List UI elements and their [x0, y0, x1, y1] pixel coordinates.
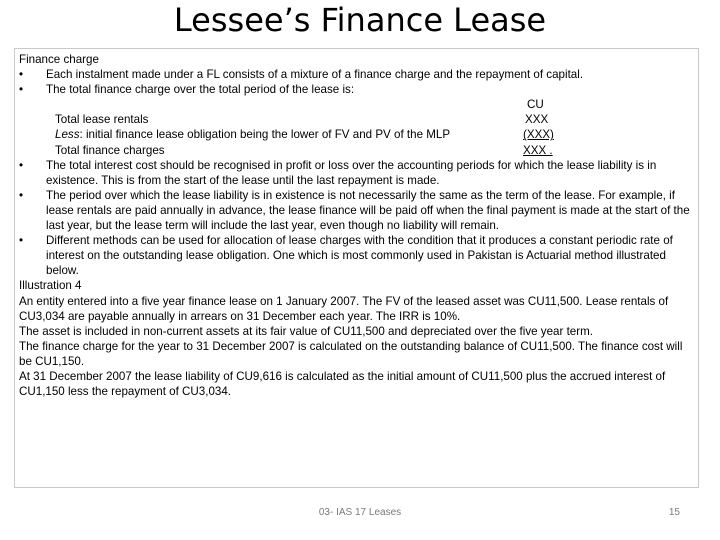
calc-row-label — [55, 127, 450, 142]
calc-row — [19, 143, 695, 158]
page-number: 15 — [668, 507, 680, 518]
footer-text: 03- IAS 17 Leases — [318, 507, 402, 518]
bullet-text: Different methods can be used for allocation of lease charges with the condition that it produces a constant periodic rate of interest on the outstanding lease obligation. One which is most commonly used in Pakistan is Actuarial method illustrated below. — [46, 234, 673, 278]
bullet-text: Each instalment made under a FL consists of a mixture of a finance charge and the repayment of capital. — [46, 68, 584, 82]
bullet-text: The total finance charge over the total period of the lease is: — [46, 83, 355, 97]
paragraph: The finance charge for the year to 31 December 2007 is calculated on the outstanding balance of CU11,500. The finance cost will be CU1,150. — [19, 339, 683, 368]
calc-row — [19, 127, 695, 142]
bullet-glyph: • — [19, 234, 24, 248]
bullet-item — [19, 233, 695, 278]
bullet-glyph: • — [19, 188, 24, 202]
paragraph: The asset is included in non-current assets at its fair value of CU11,500 and depreciated over the five year term. — [19, 324, 593, 338]
illustration-title: Illustration 4 — [19, 279, 82, 293]
bullet-item — [19, 82, 695, 97]
calc-row-amount: XXX . — [523, 143, 553, 157]
bullet-item — [19, 188, 695, 233]
calc-row-label: Total lease rentals — [55, 113, 149, 127]
bullet-glyph: • — [19, 158, 24, 172]
calc-row-label: Total finance charges — [55, 143, 165, 157]
bullet-glyph: • — [19, 83, 24, 97]
calc-row — [19, 112, 695, 127]
bullet-text: The total interest cost should be recognised in profit or loss over the accounting periods for which the lease liability is in existence. This is from the start of the lease until the last repayment is made. — [46, 158, 657, 187]
paragraph: At 31 December 2007 the lease liability of CU9,616 is calculated as the initial amount of CU11,500 plus the accrued interest of CU1,150 less the repayment of CU3,034. — [19, 369, 666, 399]
bullet-text: The period over which the lease liability is in existence is not necessarily the same as the term of the lease. For example, if lease rentals are paid annually in advance, the lease finance will be paid off when the final payment is made at the start of the last year, but the lease term will include the last year, even though no liability will remain. — [46, 188, 690, 233]
section-heading: Finance charge — [19, 53, 99, 66]
calc-row-label-text: : initial finance lease obligation being the lower of FV and PV of the MLP — [79, 128, 451, 142]
bullet-item — [19, 67, 695, 82]
calc-row-amount: XXX — [525, 113, 549, 127]
bullet-item — [19, 158, 695, 188]
bullet-glyph: • — [19, 68, 24, 82]
currency-header: CU — [527, 98, 544, 112]
calc-row-amount: (XXX) — [523, 128, 554, 142]
slide-title: Lessee’s Finance Lease — [173, 1, 547, 39]
calc-currency-header-row — [19, 97, 695, 112]
calc-row-label-prefix: Less — [55, 128, 80, 142]
slide-body — [19, 52, 695, 399]
paragraph: An entity entered into a five year finance lease on 1 January 2007. The FV of the leased asset was CU11,500. Lease rentals of CU3,034 are payable annually in arrears on 31 December each year. The IRR is 10%. — [19, 294, 669, 323]
